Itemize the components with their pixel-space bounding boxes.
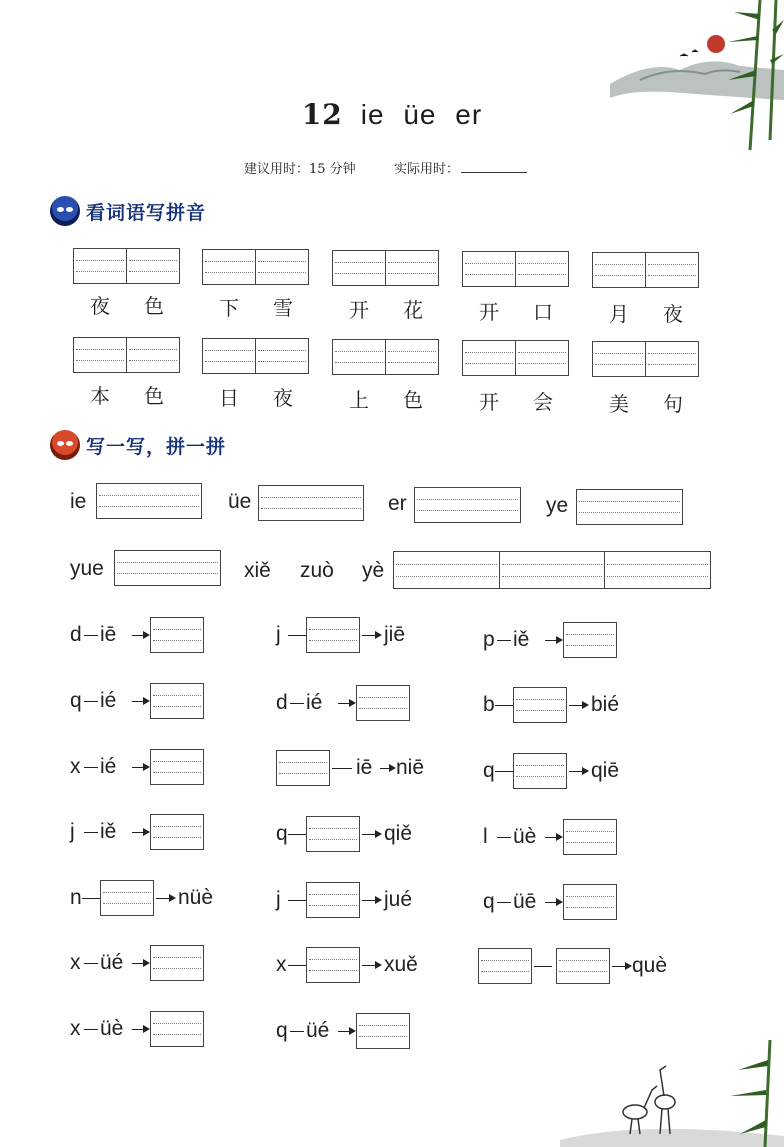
opera-mask-icon xyxy=(50,196,80,226)
hanzi-char: 下 xyxy=(219,296,239,320)
answer-box[interactable] xyxy=(556,948,610,984)
opera-mask-icon xyxy=(50,430,80,460)
dash-line xyxy=(290,1031,304,1032)
pinyin-text: què xyxy=(632,954,668,977)
hanzi-char: 色 xyxy=(144,384,164,408)
arrow-icon xyxy=(545,640,561,641)
pinyin-text: üé xyxy=(306,1019,330,1042)
pinyin-text: qiē xyxy=(591,759,620,782)
arrow-icon xyxy=(545,837,561,838)
hanzi-char: 色 xyxy=(144,294,164,318)
pinyin-text: üè xyxy=(100,1017,124,1040)
answer-box[interactable] xyxy=(306,816,360,852)
answer-box[interactable] xyxy=(150,749,204,785)
dash-line xyxy=(332,768,352,769)
dash-line xyxy=(84,832,98,833)
dash-line xyxy=(497,902,511,903)
hanzi-char: 夜 xyxy=(273,386,293,410)
hanzi-char: 本 xyxy=(90,384,110,408)
pinyin-box[interactable] xyxy=(73,248,180,284)
dash-line xyxy=(497,837,511,838)
word-chars xyxy=(73,380,181,409)
dash-line xyxy=(82,898,100,899)
pinyin-text: xuě xyxy=(384,953,418,976)
hanzi-char: 开 xyxy=(479,300,499,324)
pinyin-box[interactable] xyxy=(202,249,309,285)
actual-time-label: 实际用时： xyxy=(393,162,459,177)
answer-box[interactable] xyxy=(150,814,204,850)
pinyin-text: x xyxy=(276,953,287,976)
answer-box[interactable] xyxy=(150,1011,204,1047)
hanzi-char: 色 xyxy=(403,388,423,412)
pinyin-box[interactable] xyxy=(73,337,180,373)
dash-line xyxy=(288,900,306,901)
answer-box[interactable] xyxy=(356,1013,410,1049)
pinyin-text: ié xyxy=(306,691,323,714)
dash-line xyxy=(290,703,304,704)
section2-header xyxy=(50,430,226,460)
arrow-icon xyxy=(569,705,587,706)
hanzi-char: 开 xyxy=(479,390,499,414)
dash-line xyxy=(84,1029,98,1030)
pinyin-text: qiě xyxy=(384,822,413,845)
pinyin-text: j xyxy=(276,623,281,646)
actual-time-blank[interactable] xyxy=(461,160,527,173)
pinyin-box[interactable] xyxy=(332,250,439,286)
dash-line xyxy=(495,771,513,772)
write-box[interactable] xyxy=(96,483,202,519)
arrow-icon xyxy=(362,900,380,901)
pinyin-box[interactable] xyxy=(462,251,569,287)
pinyin-text: x xyxy=(70,755,81,778)
word-chars xyxy=(592,388,700,417)
answer-box[interactable] xyxy=(513,753,567,789)
pinyin-text: q xyxy=(276,822,288,845)
pinyin-text: p xyxy=(483,628,495,651)
pinyin-text: nüè xyxy=(178,886,214,909)
lesson-name: ie üe er xyxy=(360,99,483,130)
arrow-icon xyxy=(380,768,394,769)
pinyin-box[interactable] xyxy=(462,340,569,376)
pinyin-text: ié xyxy=(100,689,117,712)
arrow-icon xyxy=(362,834,380,835)
arrow-icon xyxy=(132,635,148,636)
answer-box[interactable] xyxy=(276,750,330,786)
hanzi-char: 雪 xyxy=(273,296,293,320)
label-er: er xyxy=(388,492,407,515)
word-chars xyxy=(202,382,310,411)
hanzi-char: 花 xyxy=(403,298,423,322)
crane-bamboo-decoration xyxy=(560,1040,784,1147)
answer-box[interactable] xyxy=(150,683,204,719)
pinyin-text: jiē xyxy=(384,623,406,646)
write-box[interactable] xyxy=(114,550,221,586)
arrow-icon xyxy=(132,767,148,768)
word-chars xyxy=(462,296,570,325)
hanzi-char: 日 xyxy=(219,386,239,410)
dash-line xyxy=(84,767,98,768)
dash-line xyxy=(84,701,98,702)
pinyin-text: q xyxy=(483,890,495,913)
hanzi-char: 月 xyxy=(609,302,629,326)
dash-line xyxy=(288,635,306,636)
hanzi-char: 句 xyxy=(663,392,683,416)
word-chars xyxy=(332,294,440,323)
hanzi-char: 开 xyxy=(349,298,369,322)
arrow-icon xyxy=(545,902,561,903)
pinyin-text: üè xyxy=(513,825,537,848)
lesson-title xyxy=(0,98,784,131)
answer-box[interactable] xyxy=(100,880,154,916)
word-chars xyxy=(73,290,181,319)
pinyin-text: niē xyxy=(396,756,425,779)
pinyin-text: iē xyxy=(100,623,117,646)
pinyin-text: n xyxy=(70,886,82,909)
hanzi-char: 会 xyxy=(533,390,553,414)
dash-line xyxy=(497,640,511,641)
arrow-icon xyxy=(132,701,148,702)
write-box[interactable] xyxy=(576,489,683,525)
pinyin-text: q xyxy=(70,689,82,712)
pinyin-text: q xyxy=(483,759,495,782)
write-box-three-syllable[interactable] xyxy=(393,551,711,589)
word-chars xyxy=(202,292,310,321)
hanzi-char: 美 xyxy=(609,392,629,416)
hanzi-char: 夜 xyxy=(90,294,110,318)
label-ye: ye xyxy=(546,494,569,517)
arrow-icon xyxy=(569,771,587,772)
landscape-decoration xyxy=(610,0,784,160)
pinyin-text: d xyxy=(276,691,288,714)
label-ue: üe xyxy=(228,490,252,513)
dash-line xyxy=(534,966,552,967)
arrow-icon xyxy=(362,965,380,966)
pinyin-text: jué xyxy=(384,888,413,911)
arrow-icon xyxy=(132,963,148,964)
label-ie: ie xyxy=(70,490,87,513)
pinyin-text: d xyxy=(70,623,82,646)
write-box[interactable] xyxy=(414,487,521,523)
arrow-icon xyxy=(156,898,174,899)
answer-box[interactable] xyxy=(306,617,360,653)
arrow-icon xyxy=(362,635,380,636)
answer-box[interactable] xyxy=(478,948,532,984)
hanzi-char: 上 xyxy=(349,388,369,412)
word-chars xyxy=(332,384,440,413)
pinyin-text: x xyxy=(70,1017,81,1040)
pinyin-text: iē xyxy=(356,756,373,779)
pinyin-text: l xyxy=(483,825,488,848)
answer-box[interactable] xyxy=(150,617,204,653)
label-yue: yue xyxy=(70,557,104,580)
arrow-icon xyxy=(338,1031,354,1032)
pinyin-text: b xyxy=(483,693,495,716)
pinyin-text: bié xyxy=(591,693,620,716)
time-info xyxy=(244,158,527,177)
pinyin-text: üē xyxy=(513,890,537,913)
section1-heading: 看词语写拼音 xyxy=(86,201,207,224)
word-chars xyxy=(592,298,700,327)
suggested-time: 建议用时：15 分钟 xyxy=(244,162,356,177)
lesson-number: 12 xyxy=(301,98,343,131)
answer-box[interactable] xyxy=(563,819,617,855)
word-chars xyxy=(462,386,570,415)
answer-box[interactable] xyxy=(563,622,617,658)
hanzi-char: 口 xyxy=(533,300,553,324)
answer-box[interactable] xyxy=(306,882,360,918)
pinyin-box[interactable] xyxy=(592,341,699,377)
dash-line xyxy=(84,963,98,964)
pinyin-text: iě xyxy=(513,628,530,651)
pinyin-text: ié xyxy=(100,755,117,778)
section1-header xyxy=(50,196,206,226)
pinyin-text: j xyxy=(276,888,281,911)
pinyin-text: x xyxy=(70,951,81,974)
answer-box[interactable] xyxy=(563,884,617,920)
answer-box[interactable] xyxy=(513,687,567,723)
answer-box[interactable] xyxy=(150,945,204,981)
label-xie: xiě xyxy=(244,559,271,582)
write-box[interactable] xyxy=(258,485,364,521)
hanzi-char: 夜 xyxy=(663,302,683,326)
arrow-icon xyxy=(132,1029,148,1030)
dash-line xyxy=(288,834,306,835)
answer-box[interactable] xyxy=(356,685,410,721)
section2-heading: 写一写，拼一拼 xyxy=(86,435,227,458)
pinyin-text: iě xyxy=(100,820,117,843)
arrow-icon xyxy=(612,966,630,967)
dash-line xyxy=(495,705,513,706)
dash-line xyxy=(288,965,306,966)
label-zuo: zuò xyxy=(300,559,334,582)
arrow-icon xyxy=(338,703,354,704)
pinyin-box[interactable] xyxy=(592,252,699,288)
pinyin-box[interactable] xyxy=(202,338,309,374)
pinyin-text: j xyxy=(70,820,75,843)
dash-line xyxy=(84,635,98,636)
arrow-icon xyxy=(132,832,148,833)
pinyin-box[interactable] xyxy=(332,339,439,375)
pinyin-text: üé xyxy=(100,951,124,974)
pinyin-text: q xyxy=(276,1019,288,1042)
label-ye: yè xyxy=(362,559,385,582)
answer-box[interactable] xyxy=(306,947,360,983)
